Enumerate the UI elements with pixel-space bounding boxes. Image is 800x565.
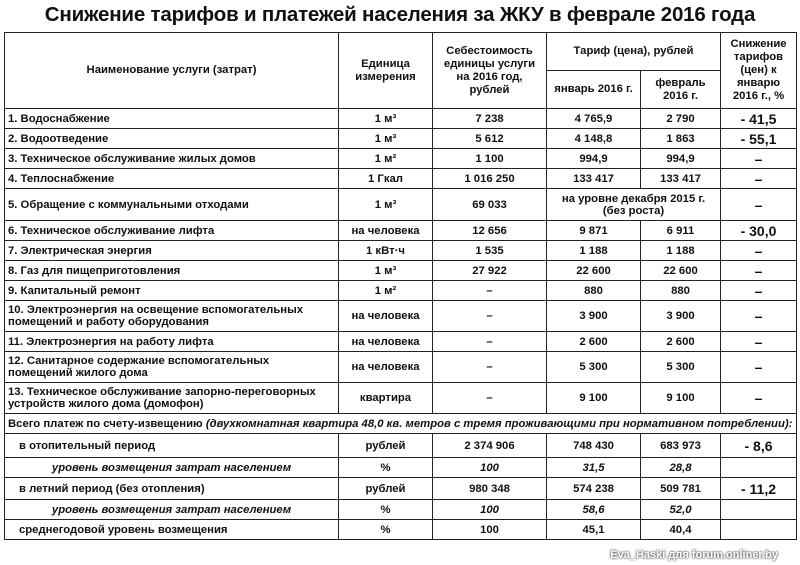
tariff-jan-cell: 4 148,8 (547, 129, 641, 149)
reduction-cell: – (721, 189, 797, 221)
service-name: 7. Электрическая энергия (5, 241, 339, 261)
watermark: Eva_Haski для forum.onliner.by (610, 549, 778, 561)
service-rows (5, 109, 797, 414)
summary-cost: 100 (433, 458, 547, 478)
summary-feb: 509 781 (641, 478, 721, 500)
table-row (5, 241, 797, 261)
summary-cost: 980 348 (433, 478, 547, 500)
summary-cost: 100 (433, 520, 547, 540)
unit-cell: на человека (339, 221, 433, 241)
summary-feb: 28,8 (641, 458, 721, 478)
reduction-cell: – (721, 352, 797, 383)
summary-unit: рублей (339, 478, 433, 500)
total-note-desc: (двухкомнатная квартира 48,0 кв. метров с тремя проживающими (205, 417, 600, 430)
summary-name: уровень возмещения затрат населением (5, 500, 339, 520)
summary-row (5, 458, 797, 478)
summary-name: в отопительный период (5, 434, 339, 458)
reduction-cell: – (721, 261, 797, 281)
tariff-feb-cell: 133 417 (641, 169, 721, 189)
unit-cell: 1 кВт·ч (339, 241, 433, 261)
unit-cell: 1 Гкал (339, 169, 433, 189)
table-row (5, 189, 797, 221)
header-feb: февраль 2016 г. (641, 71, 721, 109)
cost-cell: – (433, 281, 547, 301)
summary-name: в летний период (без отопления) (5, 478, 339, 500)
summary-reduction (721, 458, 797, 478)
table-row (5, 261, 797, 281)
tariff-feb-cell: 3 900 (641, 301, 721, 332)
tariff-jan-cell: 880 (547, 281, 641, 301)
table-row (5, 129, 797, 149)
total-note-row (5, 414, 797, 434)
unit-cell: на человека (339, 332, 433, 352)
tariff-jan-cell: 2 600 (547, 332, 641, 352)
unit-cell: квартира (339, 383, 433, 414)
table-row (5, 332, 797, 352)
service-name: 9. Капитальный ремонт (5, 281, 339, 301)
cost-cell: 12 656 (433, 221, 547, 241)
tariff-feb-cell: 880 (641, 281, 721, 301)
table-row (5, 301, 797, 332)
summary-unit: % (339, 500, 433, 520)
table-row (5, 352, 797, 383)
reduction-cell: – (721, 241, 797, 261)
reduction-cell: – (721, 301, 797, 332)
total-note (5, 414, 797, 434)
summary-feb: 683 973 (641, 434, 721, 458)
tariff-feb-cell: 6 911 (641, 221, 721, 241)
unit-cell: 1 м² (339, 149, 433, 169)
reduction-cell: – (721, 332, 797, 352)
unit-cell: на человека (339, 301, 433, 332)
tariff-feb-cell: 22 600 (641, 261, 721, 281)
unit-cell: 1 м³ (339, 189, 433, 221)
reduction-cell: – (721, 169, 797, 189)
cost-cell: 1 535 (433, 241, 547, 261)
total-note-label: Всего платеж по счету-извещению (8, 417, 206, 430)
reduction-cell: – (721, 383, 797, 414)
table-row (5, 281, 797, 301)
table-row (5, 169, 797, 189)
unit-cell: 1 м³ (339, 261, 433, 281)
cost-cell: – (433, 383, 547, 414)
summary-row (5, 520, 797, 540)
header-cost: Себестоимость единицы услуги на 2016 год, рублей (433, 33, 547, 109)
summary-cost: 2 374 906 (433, 434, 547, 458)
reduction-cell: – (721, 281, 797, 301)
cost-cell: – (433, 301, 547, 332)
tariff-feb-cell: 2 600 (641, 332, 721, 352)
cost-cell: – (433, 352, 547, 383)
tariff-table (4, 32, 797, 540)
tariff-feb-cell: 5 300 (641, 352, 721, 383)
summary-jan: 58,6 (547, 500, 641, 520)
tariff-merged-cell: на уровне декабря 2015 г. (без роста) (547, 189, 721, 221)
summary-reduction (721, 500, 797, 520)
summary-unit: % (339, 520, 433, 540)
header-unit: Единица измерения (339, 33, 433, 109)
summary-jan: 748 430 (547, 434, 641, 458)
service-name: 13. Техническое обслуживание запорно-переговорных устройств жилого дома (домофон) (5, 383, 339, 414)
tariff-jan-cell: 9 100 (547, 383, 641, 414)
service-name: 4. Теплоснабжение (5, 169, 339, 189)
summary-unit: рублей (339, 434, 433, 458)
summary-name: уровень возмещения затрат населением (5, 458, 339, 478)
service-name: 5. Обращение с коммунальными отходами (5, 189, 339, 221)
tariff-jan-cell: 1 188 (547, 241, 641, 261)
unit-cell: 1 м² (339, 281, 433, 301)
summary-unit: % (339, 458, 433, 478)
summary-feb: 40,4 (641, 520, 721, 540)
reduction-cell: - 55,1 (721, 129, 797, 149)
summary-row (5, 434, 797, 458)
cost-cell: 1 100 (433, 149, 547, 169)
unit-cell: 1 м³ (339, 109, 433, 129)
service-name: 12. Санитарное содержание вспомогательных помещений жилого дома (5, 352, 339, 383)
service-name: 11. Электроэнергия на работу лифта (5, 332, 339, 352)
cost-cell: 1 016 250 (433, 169, 547, 189)
summary-name: среднегодовой уровень возмещения (5, 520, 339, 540)
tariff-jan-cell: 4 765,9 (547, 109, 641, 129)
table-row (5, 109, 797, 129)
unit-cell: 1 м³ (339, 129, 433, 149)
table-row (5, 221, 797, 241)
tariff-feb-cell: 2 790 (641, 109, 721, 129)
page-title: Снижение тарифов и платежей населения за ЖКУ в феврале 2016 года (44, 3, 756, 26)
tariff-jan-cell: 22 600 (547, 261, 641, 281)
tariff-feb-cell: 1 863 (641, 129, 721, 149)
cost-cell: 5 612 (433, 129, 547, 149)
table-row (5, 149, 797, 169)
summary-reduction: - 8,6 (721, 434, 797, 458)
tariff-jan-cell: 133 417 (547, 169, 641, 189)
tariff-jan-cell: 3 900 (547, 301, 641, 332)
tariff-feb-cell: 9 100 (641, 383, 721, 414)
cost-cell: 69 033 (433, 189, 547, 221)
header-tariff: Тариф (цена), рублей (547, 33, 721, 71)
summary-reduction: - 11,2 (721, 478, 797, 500)
header-name: Наименование услуги (затрат) (5, 33, 339, 109)
total-note-end: ): (784, 417, 793, 430)
header-jan: январь 2016 г. (547, 71, 641, 109)
reduction-cell: - 30,0 (721, 221, 797, 241)
tariff-jan-cell: 9 871 (547, 221, 641, 241)
summary-rows (5, 434, 797, 540)
total-note-emph: при нормативном потреблении (599, 417, 785, 430)
service-name: 6. Техническое обслуживание лифта (5, 221, 339, 241)
tariff-jan-cell: 5 300 (547, 352, 641, 383)
summary-feb: 52,0 (641, 500, 721, 520)
tariff-feb-cell: 1 188 (641, 241, 721, 261)
tariff-jan-cell: 994,9 (547, 149, 641, 169)
summary-jan: 45,1 (547, 520, 641, 540)
cost-cell: 27 922 (433, 261, 547, 281)
header-reduction: Снижение тарифов (цен) к январю 2016 г., % (721, 33, 797, 109)
unit-cell: на человека (339, 352, 433, 383)
tariff-feb-cell: 994,9 (641, 149, 721, 169)
service-name: 2. Водоотведение (5, 129, 339, 149)
summary-row (5, 500, 797, 520)
summary-jan: 31,5 (547, 458, 641, 478)
service-name: 8. Газ для пищеприготовления (5, 261, 339, 281)
service-name: 10. Электроэнергия на освещение вспомогательных помещений и работу оборудования (5, 301, 339, 332)
table-row (5, 383, 797, 414)
summary-reduction (721, 520, 797, 540)
reduction-cell: - 41,5 (721, 109, 797, 129)
summary-row (5, 478, 797, 500)
cost-cell: – (433, 332, 547, 352)
summary-jan: 574 238 (547, 478, 641, 500)
service-name: 3. Техническое обслуживание жилых домов (5, 149, 339, 169)
cost-cell: 7 238 (433, 109, 547, 129)
service-name: 1. Водоснабжение (5, 109, 339, 129)
reduction-cell: – (721, 149, 797, 169)
summary-cost: 100 (433, 500, 547, 520)
